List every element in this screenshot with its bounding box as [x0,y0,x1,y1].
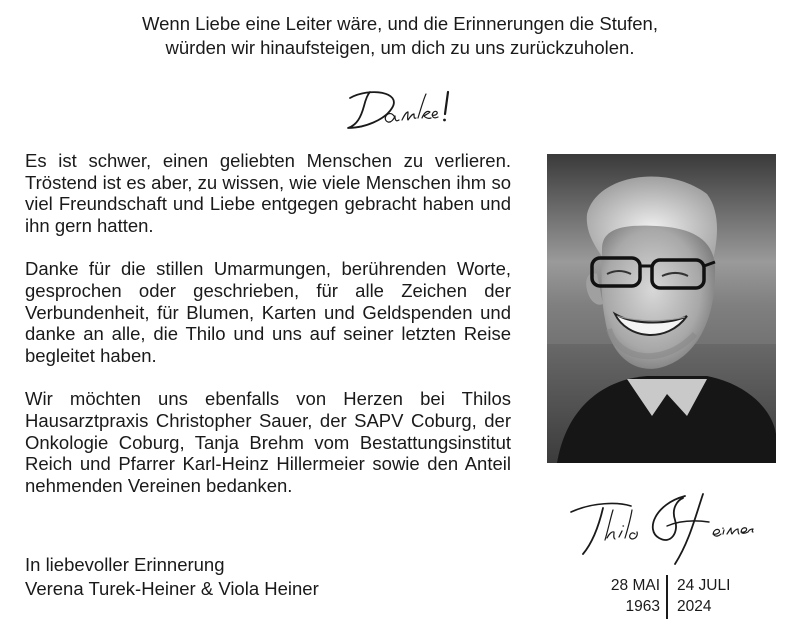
poem [0,12,800,60]
closing-line-2: Verena Turek-Heiner & Viola Heiner [25,578,319,599]
closing [25,553,425,601]
poem-line-2: würden wir hinaufsteigen, um dich zu uns zurückzuholen. [165,37,635,58]
message-body [25,150,511,497]
death-year: 2024 [677,598,712,615]
danke-signature [342,84,462,136]
life-dates [540,575,790,620]
death-date [677,575,730,617]
birth-date [611,575,660,617]
paragraph-3: Wir möchten uns ebenfalls von Herzen bei Thilos Hausarztpraxis Christopher Sauer, der SAPV Coburg, der Onkologie Coburg, Tanja Brehm vom Bestattungsinstitut Reich und Pfarrer Karl-Heinz Hillermeier sowie den Anteil nehmenden Vereinen bedanken. [25,388,511,497]
name-signature [563,490,773,570]
portrait-photo [547,154,776,463]
birth-day-month: 28 MAI [610,577,660,594]
paragraph-2: Danke für die stillen Umarmungen, berührenden Worte, gesprochen oder geschrieben, für alle Zeichen der Verbundenheit, für Blumen, Karten und Geldspenden und danke an alle, die Thilo und uns auf seiner letzten Reise begleitet haben. [25,258,511,367]
poem-line-1: Wenn Liebe eine Leiter wäre, und die Erinnerungen die Stufen, [142,13,658,34]
date-divider [666,575,668,619]
birth-year: 1963 [625,598,660,615]
death-day-month: 24 JULI [677,577,731,594]
closing-line-1: In liebevoller Erinnerung [25,554,225,575]
paragraph-1: Es ist schwer, einen geliebten Menschen zu verlieren. Tröstend ist es aber, zu wissen, wie viele Menschen ihm so viel Freundschaft und Liebe entgegen gebracht haben und ihn gern hatten. [25,150,511,237]
